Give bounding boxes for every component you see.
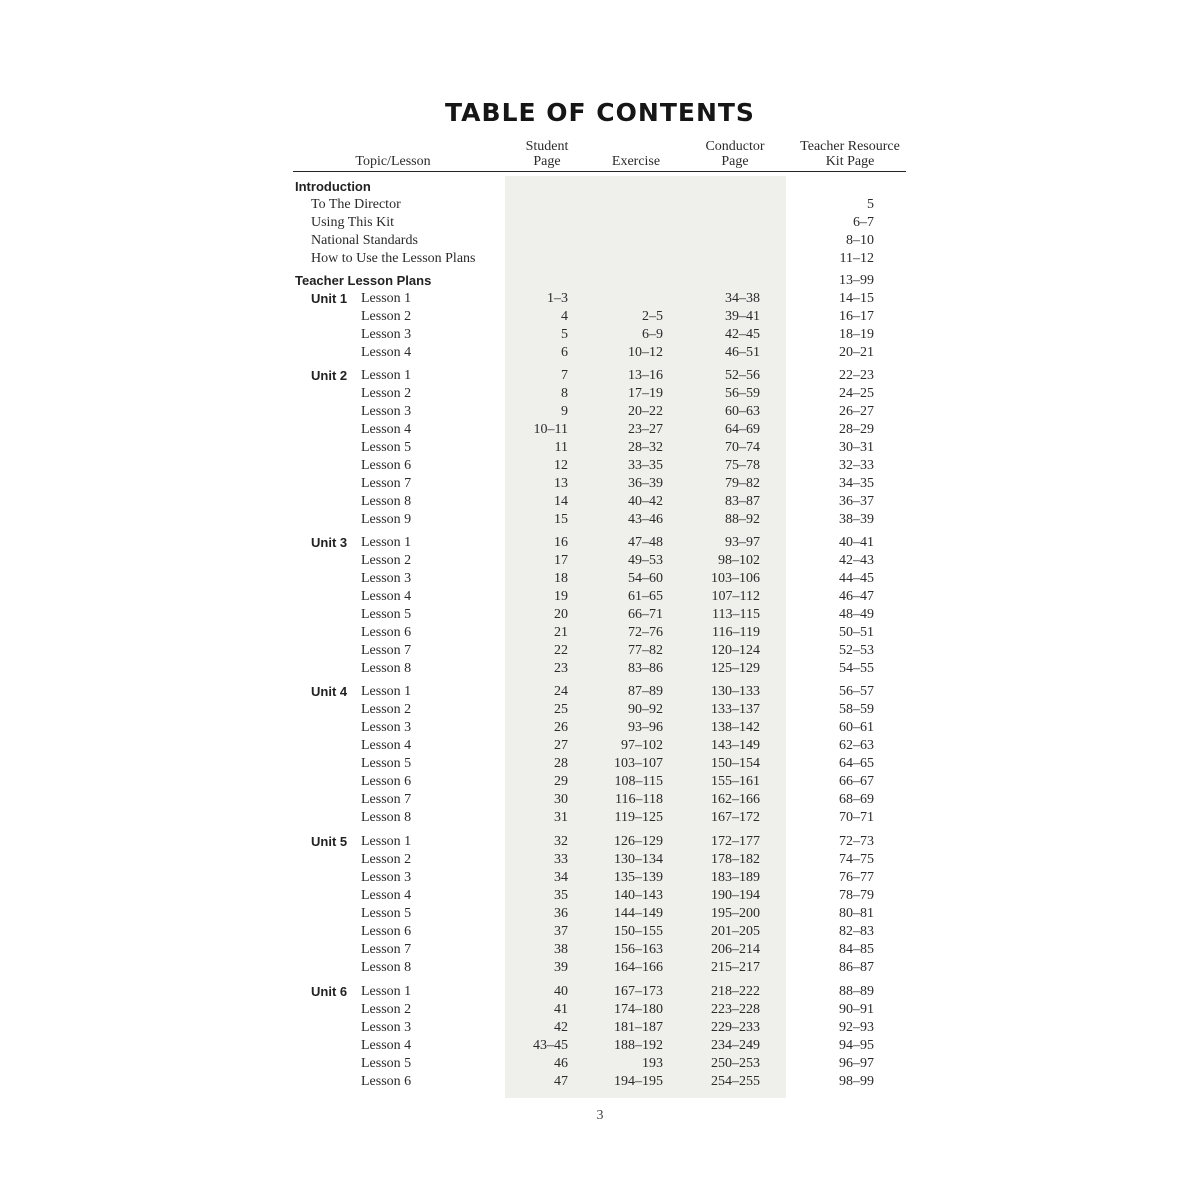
table-row (0, 308, 1200, 326)
exercise-cell: 181–187 (614, 1020, 663, 1035)
table-row (0, 367, 1200, 385)
kit-page-cell: 22–23 (839, 368, 874, 383)
table-row (0, 326, 1200, 344)
lesson-label: Lesson 8 (361, 810, 412, 825)
exercise-cell: 140–143 (614, 888, 663, 903)
header-kit (790, 139, 910, 169)
unit-label: Unit 6 (311, 984, 348, 999)
lesson-label: Lesson 5 (361, 607, 412, 622)
header-conductor-line1: Conductor (705, 139, 765, 154)
student-page-cell: 32 (554, 834, 568, 849)
table-row (0, 719, 1200, 737)
lesson-label: Lesson 4 (361, 888, 412, 903)
exercise-cell: 90–92 (628, 702, 663, 717)
table-row (0, 232, 1200, 250)
lesson-label: Lesson 3 (361, 720, 412, 735)
student-page-cell: 38 (554, 942, 568, 957)
table-row (0, 534, 1200, 552)
student-page-cell: 4 (561, 309, 568, 324)
conductor-page-cell: 215–217 (711, 960, 760, 975)
table-row (0, 439, 1200, 457)
exercise-cell: 2–5 (642, 309, 663, 324)
lesson-label: Lesson 7 (361, 643, 412, 658)
table-row (0, 552, 1200, 570)
lesson-label: Lesson 7 (361, 942, 412, 957)
header-topic (330, 154, 456, 169)
lesson-label: Lesson 2 (361, 386, 412, 401)
exercise-cell: 36–39 (628, 476, 663, 491)
table-row (0, 344, 1200, 362)
conductor-page-cell: 42–45 (725, 327, 760, 342)
lesson-label: Lesson 3 (361, 571, 412, 586)
student-page-cell: 9 (561, 404, 568, 419)
table-row (0, 1019, 1200, 1037)
kit-page-cell: 98–99 (839, 1074, 874, 1089)
lesson-label: Lesson 6 (361, 625, 412, 640)
conductor-page-cell: 113–115 (712, 607, 760, 622)
exercise-cell: 40–42 (628, 494, 663, 509)
student-page-cell: 22 (554, 643, 568, 658)
exercise-cell: 61–65 (628, 589, 663, 604)
lesson-label: Lesson 1 (361, 834, 412, 849)
table-row (0, 905, 1200, 923)
student-page-cell: 16 (554, 535, 568, 550)
student-page-cell: 41 (554, 1002, 568, 1017)
kit-page-cell: 26–27 (839, 404, 874, 419)
table-row (0, 642, 1200, 660)
lesson-label: Lesson 5 (361, 756, 412, 771)
conductor-page-cell: 39–41 (725, 309, 760, 324)
topic-label: To The Director (311, 197, 401, 212)
exercise-cell: 167–173 (614, 984, 663, 999)
kit-page-cell: 16–17 (839, 309, 874, 324)
table-row (0, 290, 1200, 308)
kit-page-cell: 54–55 (839, 661, 874, 676)
table-row (0, 737, 1200, 755)
lesson-label: Lesson 4 (361, 1038, 412, 1053)
kit-page-cell: 74–75 (839, 852, 874, 867)
student-page-cell: 43–45 (533, 1038, 568, 1053)
table-row (0, 683, 1200, 701)
table-row (0, 624, 1200, 642)
table-row (0, 791, 1200, 809)
conductor-page-cell: 56–59 (725, 386, 760, 401)
exercise-cell: 188–192 (614, 1038, 663, 1053)
table-row (0, 475, 1200, 493)
kit-page-cell: 58–59 (839, 702, 874, 717)
exercise-cell: 47–48 (628, 535, 663, 550)
exercise-cell: 144–149 (614, 906, 663, 921)
student-page-cell: 26 (554, 720, 568, 735)
unit-label: Unit 2 (311, 368, 348, 383)
exercise-cell: 174–180 (614, 1002, 663, 1017)
lesson-label: Lesson 2 (361, 702, 412, 717)
kit-page-cell: 70–71 (839, 810, 874, 825)
kit-page-cell: 78–79 (839, 888, 874, 903)
header-student-line1: Student (525, 139, 569, 154)
kit-page-cell: 90–91 (839, 1002, 874, 1017)
lesson-label: Lesson 1 (361, 684, 412, 699)
table-row (0, 250, 1200, 268)
student-page-cell: 27 (554, 738, 568, 753)
header-kit-line1: Teacher Resource (800, 139, 900, 154)
kit-page-cell: 18–19 (839, 327, 874, 342)
lesson-label: Lesson 6 (361, 924, 412, 939)
student-page-cell: 10–11 (533, 422, 568, 437)
table-row (0, 833, 1200, 851)
kit-page-cell: 48–49 (839, 607, 874, 622)
conductor-page-cell: 98–102 (718, 553, 760, 568)
conductor-page-cell: 195–200 (711, 906, 760, 921)
exercise-cell: 130–134 (614, 852, 663, 867)
lesson-label: Lesson 4 (361, 422, 412, 437)
student-page-cell: 31 (554, 810, 568, 825)
kit-page-cell: 66–67 (839, 774, 874, 789)
table-row (0, 403, 1200, 421)
conductor-page-cell: 155–161 (711, 774, 760, 789)
student-page-cell: 35 (554, 888, 568, 903)
table-row (0, 701, 1200, 719)
exercise-cell: 17–19 (628, 386, 663, 401)
kit-page-cell: 8–10 (846, 233, 874, 248)
student-page-cell: 18 (554, 571, 568, 586)
exercise-cell: 97–102 (621, 738, 663, 753)
table-row (0, 457, 1200, 475)
lesson-label: Lesson 5 (361, 906, 412, 921)
kit-page-cell: 60–61 (839, 720, 874, 735)
kit-page-cell: 30–31 (839, 440, 874, 455)
conductor-page-cell: 183–189 (711, 870, 760, 885)
student-page-cell: 1–3 (547, 291, 568, 306)
conductor-page-cell: 83–87 (725, 494, 760, 509)
lesson-label: Lesson 2 (361, 852, 412, 867)
kit-page-cell: 86–87 (839, 960, 874, 975)
section-row (0, 178, 1200, 196)
lesson-label: Lesson 7 (361, 476, 412, 491)
table-row (0, 570, 1200, 588)
table-row (0, 1055, 1200, 1073)
student-page-cell: 15 (554, 512, 568, 527)
student-page-cell: 12 (554, 458, 568, 473)
unit-label: Unit 4 (311, 684, 348, 699)
table-row (0, 941, 1200, 959)
kit-page-cell: 68–69 (839, 792, 874, 807)
kit-page-cell: 76–77 (839, 870, 874, 885)
exercise-cell: 49–53 (628, 553, 663, 568)
lesson-label: Lesson 2 (361, 1002, 412, 1017)
exercise-cell: 23–27 (628, 422, 663, 437)
kit-page-cell: 72–73 (839, 834, 874, 849)
conductor-page-cell: 172–177 (711, 834, 760, 849)
conductor-page-cell: 250–253 (711, 1056, 760, 1071)
page-number: 3 (596, 1108, 604, 1123)
conductor-page-cell: 52–56 (725, 368, 760, 383)
student-page-cell: 28 (554, 756, 568, 771)
kit-page-cell: 44–45 (839, 571, 874, 586)
lesson-label: Lesson 9 (361, 512, 412, 527)
conductor-page-cell: 103–106 (711, 571, 760, 586)
conductor-page-cell: 150–154 (711, 756, 760, 771)
table-row (0, 851, 1200, 869)
section-row (0, 272, 1200, 290)
exercise-cell: 77–82 (628, 643, 663, 658)
lesson-label: Lesson 4 (361, 345, 412, 360)
lesson-label: Lesson 4 (361, 738, 412, 753)
unit-label: Unit 5 (311, 834, 348, 849)
student-page-cell: 21 (554, 625, 568, 640)
lesson-label: Lesson 2 (361, 553, 412, 568)
kit-page-cell: 62–63 (839, 738, 874, 753)
student-page-cell: 33 (554, 852, 568, 867)
exercise-cell: 66–71 (628, 607, 663, 622)
conductor-page-cell: 93–97 (725, 535, 760, 550)
exercise-cell: 135–139 (614, 870, 663, 885)
conductor-page-cell: 201–205 (711, 924, 760, 939)
kit-page-cell: 88–89 (839, 984, 874, 999)
conductor-page-cell: 64–69 (725, 422, 760, 437)
conductor-page-cell: 218–222 (711, 984, 760, 999)
student-page-cell: 14 (554, 494, 568, 509)
table-row (0, 983, 1200, 1001)
kit-page-cell: 28–29 (839, 422, 874, 437)
lesson-label: Lesson 1 (361, 291, 412, 306)
conductor-page-cell: 75–78 (725, 458, 760, 473)
kit-page-cell: 42–43 (839, 553, 874, 568)
table-row (0, 214, 1200, 232)
header-rule (293, 171, 906, 172)
kit-page-cell: 11–12 (839, 251, 874, 266)
conductor-page-cell: 138–142 (711, 720, 760, 735)
unit-label: Unit 3 (311, 535, 348, 550)
lesson-label: Lesson 5 (361, 440, 412, 455)
kit-page-cell: 56–57 (839, 684, 874, 699)
student-page-cell: 23 (554, 661, 568, 676)
exercise-cell: 108–115 (614, 774, 663, 789)
student-page-cell: 13 (554, 476, 568, 491)
exercise-cell: 156–163 (614, 942, 663, 957)
lesson-label: Lesson 6 (361, 1074, 412, 1089)
exercise-cell: 119–125 (614, 810, 663, 825)
student-page-cell: 8 (561, 386, 568, 401)
kit-page-cell: 40–41 (839, 535, 874, 550)
lesson-label: Lesson 6 (361, 458, 412, 473)
exercise-cell: 10–12 (628, 345, 663, 360)
conductor-page-cell: 60–63 (725, 404, 760, 419)
table-row (0, 606, 1200, 624)
student-page-cell: 29 (554, 774, 568, 789)
table-row (0, 1073, 1200, 1091)
section-heading: Introduction (295, 179, 371, 194)
header-conductor-line2: Page (721, 154, 749, 169)
exercise-cell: 6–9 (642, 327, 663, 342)
conductor-page-cell: 70–74 (725, 440, 760, 455)
student-page-cell: 36 (554, 906, 568, 921)
exercise-cell: 116–118 (615, 792, 663, 807)
conductor-page-cell: 107–112 (711, 589, 760, 604)
header-student (505, 139, 589, 169)
exercise-cell: 54–60 (628, 571, 663, 586)
exercise-cell: 150–155 (614, 924, 663, 939)
kit-page-cell: 5 (867, 197, 874, 212)
table-row (0, 923, 1200, 941)
student-page-cell: 25 (554, 702, 568, 717)
student-page-cell: 24 (554, 684, 568, 699)
header-student-line2: Page (533, 154, 561, 169)
header-conductor (690, 139, 780, 169)
kit-page-cell: 50–51 (839, 625, 874, 640)
lesson-label: Lesson 3 (361, 404, 412, 419)
conductor-page-cell: 223–228 (711, 1002, 760, 1017)
conductor-page-cell: 206–214 (711, 942, 760, 957)
exercise-cell: 20–22 (628, 404, 663, 419)
table-row (0, 1001, 1200, 1019)
exercise-cell: 28–32 (628, 440, 663, 455)
student-page-cell: 47 (554, 1074, 568, 1089)
exercise-cell: 126–129 (614, 834, 663, 849)
lesson-label: Lesson 1 (361, 535, 412, 550)
exercise-cell: 164–166 (614, 960, 663, 975)
lesson-label: Lesson 1 (361, 368, 412, 383)
exercise-cell: 83–86 (628, 661, 663, 676)
table-row (0, 1037, 1200, 1055)
exercise-cell: 13–16 (628, 368, 663, 383)
kit-page-cell: 36–37 (839, 494, 874, 509)
lesson-label: Lesson 8 (361, 661, 412, 676)
lesson-label: Lesson 4 (361, 589, 412, 604)
lesson-label: Lesson 6 (361, 774, 412, 789)
student-page-cell: 34 (554, 870, 568, 885)
table-row (0, 588, 1200, 606)
conductor-page-cell: 234–249 (711, 1038, 760, 1053)
conductor-page-cell: 162–166 (711, 792, 760, 807)
exercise-cell: 33–35 (628, 458, 663, 473)
exercise-cell: 194–195 (614, 1074, 663, 1089)
kit-page-cell: 64–65 (839, 756, 874, 771)
conductor-page-cell: 229–233 (711, 1020, 760, 1035)
exercise-cell: 72–76 (628, 625, 663, 640)
table-row (0, 511, 1200, 529)
topic-label: National Standards (311, 233, 418, 248)
student-page-cell: 7 (561, 368, 568, 383)
table-row (0, 421, 1200, 439)
header-exercise (595, 154, 677, 169)
kit-page-cell: 80–81 (839, 906, 874, 921)
kit-page-cell: 32–33 (839, 458, 874, 473)
exercise-cell: 43–46 (628, 512, 663, 527)
lesson-label: Lesson 3 (361, 327, 412, 342)
exercise-cell: 193 (642, 1056, 663, 1071)
table-row (0, 809, 1200, 827)
lesson-label: Lesson 8 (361, 960, 412, 975)
student-page-cell: 20 (554, 607, 568, 622)
conductor-page-cell: 133–137 (711, 702, 760, 717)
table-row (0, 755, 1200, 773)
kit-page-cell: 20–21 (839, 345, 874, 360)
lesson-label: Lesson 1 (361, 984, 412, 999)
table-row (0, 887, 1200, 905)
student-page-cell: 30 (554, 792, 568, 807)
table-row (0, 493, 1200, 511)
conductor-page-cell: 143–149 (711, 738, 760, 753)
student-page-cell: 40 (554, 984, 568, 999)
conductor-page-cell: 178–182 (711, 852, 760, 867)
exercise-cell: 87–89 (628, 684, 663, 699)
student-page-cell: 39 (554, 960, 568, 975)
conductor-page-cell: 116–119 (712, 625, 760, 640)
exercise-cell: 103–107 (614, 756, 663, 771)
table-row (0, 660, 1200, 678)
page-title: TABLE OF CONTENTS (445, 98, 755, 127)
student-page-cell: 17 (554, 553, 568, 568)
kit-page-cell: 6–7 (853, 215, 874, 230)
conductor-page-cell: 79–82 (725, 476, 760, 491)
lesson-label: Lesson 7 (361, 792, 412, 807)
conductor-page-cell: 34–38 (725, 291, 760, 306)
lesson-label: Lesson 8 (361, 494, 412, 509)
lesson-label: Lesson 3 (361, 870, 412, 885)
kit-page-cell: 92–93 (839, 1020, 874, 1035)
student-page-cell: 46 (554, 1056, 568, 1071)
header-topic-label: Topic/Lesson (355, 154, 431, 169)
lesson-label: Lesson 5 (361, 1056, 412, 1071)
student-page-cell: 19 (554, 589, 568, 604)
table-row (0, 869, 1200, 887)
student-page-cell: 5 (561, 327, 568, 342)
kit-page-cell: 14–15 (839, 291, 874, 306)
topic-label: How to Use the Lesson Plans (311, 251, 476, 266)
student-page-cell: 42 (554, 1020, 568, 1035)
kit-page-cell: 13–99 (839, 273, 874, 288)
kit-page-cell: 82–83 (839, 924, 874, 939)
table-row (0, 385, 1200, 403)
kit-page-cell: 34–35 (839, 476, 874, 491)
student-page-cell: 6 (561, 345, 568, 360)
kit-page-cell: 96–97 (839, 1056, 874, 1071)
exercise-cell: 93–96 (628, 720, 663, 735)
lesson-label: Lesson 2 (361, 309, 412, 324)
conductor-page-cell: 167–172 (711, 810, 760, 825)
student-page-cell: 11 (554, 440, 568, 455)
lesson-label: Lesson 3 (361, 1020, 412, 1035)
header-exercise-label: Exercise (611, 154, 661, 169)
section-heading: Teacher Lesson Plans (295, 273, 432, 288)
kit-page-cell: 24–25 (839, 386, 874, 401)
table-row (0, 196, 1200, 214)
kit-page-cell: 52–53 (839, 643, 874, 658)
topic-label: Using This Kit (311, 215, 394, 230)
conductor-page-cell: 120–124 (711, 643, 760, 658)
kit-page-cell: 84–85 (839, 942, 874, 957)
header-kit-line2: Kit Page (825, 154, 875, 169)
table-row (0, 773, 1200, 791)
kit-page-cell: 46–47 (839, 589, 874, 604)
kit-page-cell: 94–95 (839, 1038, 874, 1053)
conductor-page-cell: 190–194 (711, 888, 760, 903)
conductor-page-cell: 46–51 (725, 345, 760, 360)
conductor-page-cell: 125–129 (711, 661, 760, 676)
conductor-page-cell: 88–92 (725, 512, 760, 527)
conductor-page-cell: 130–133 (711, 684, 760, 699)
table-row (0, 959, 1200, 977)
conductor-page-cell: 254–255 (711, 1074, 760, 1089)
student-page-cell: 37 (554, 924, 568, 939)
kit-page-cell: 38–39 (839, 512, 874, 527)
unit-label: Unit 1 (311, 291, 348, 306)
